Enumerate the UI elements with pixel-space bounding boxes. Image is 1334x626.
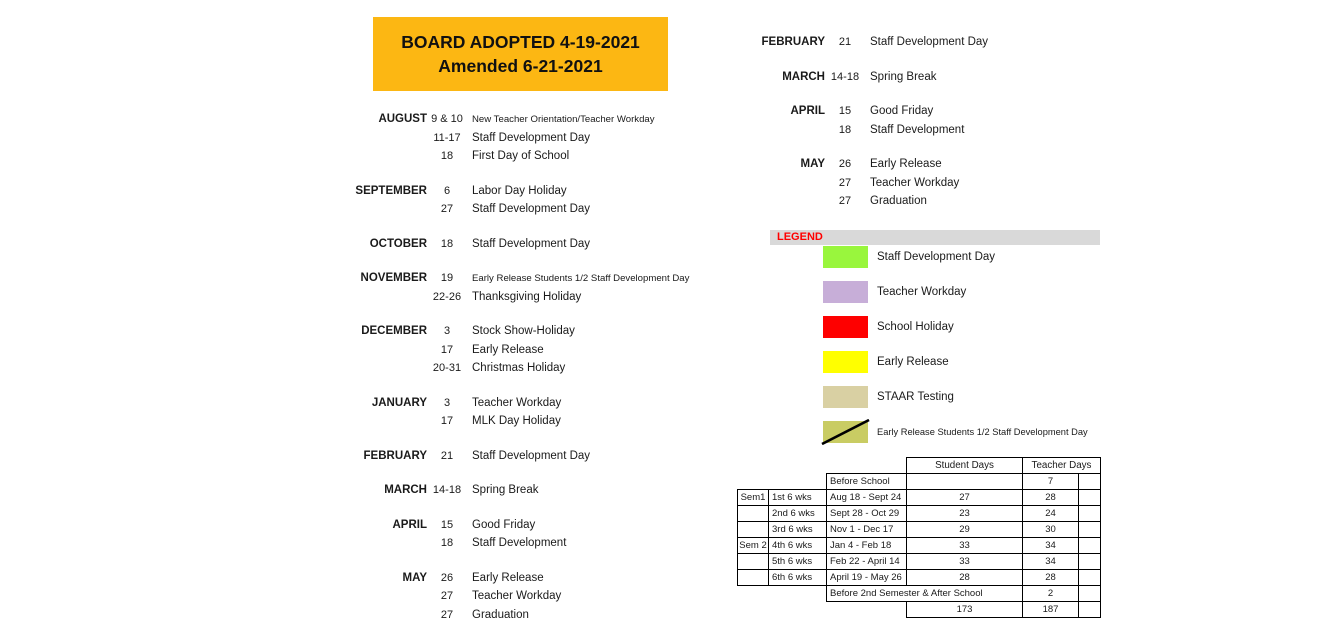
empty-cell bbox=[1079, 490, 1101, 506]
month-label: FEBRUARY bbox=[761, 36, 825, 49]
teacher-days-cell: 34 bbox=[1023, 554, 1079, 570]
range-cell: Aug 18 - Sept 24 bbox=[827, 490, 907, 506]
event-label: Early Release bbox=[472, 571, 544, 584]
teacher-days-cell: 24 bbox=[1023, 506, 1079, 522]
student-days-header: Student Days bbox=[907, 458, 1023, 474]
event-row bbox=[598, 102, 1118, 121]
event-date: 15 bbox=[838, 105, 852, 118]
event-row bbox=[200, 359, 720, 378]
banner-line2: Amended 6-21-2021 bbox=[438, 56, 603, 76]
event-date: 11-17 bbox=[433, 131, 461, 144]
legend-item bbox=[823, 281, 966, 303]
event-date: 17 bbox=[440, 415, 454, 428]
diagonal-early-release-swatch bbox=[823, 421, 868, 443]
event-row bbox=[598, 33, 1118, 52]
color-swatch bbox=[823, 281, 868, 303]
event-date: 26 bbox=[440, 571, 454, 584]
event-row bbox=[200, 235, 720, 254]
empty-cell bbox=[1079, 602, 1101, 618]
event-label: Graduation bbox=[472, 608, 529, 621]
spacer-cell bbox=[738, 586, 827, 602]
table-row bbox=[738, 522, 1101, 538]
table-row bbox=[738, 538, 1101, 554]
event-row bbox=[200, 288, 720, 307]
empty-cell bbox=[1079, 554, 1101, 570]
spacer-cell bbox=[738, 474, 827, 490]
event-date: 19 bbox=[440, 272, 454, 285]
month-label: NOVEMBER bbox=[360, 272, 427, 285]
legend-item-label: Early Release bbox=[877, 356, 949, 368]
event-date: 18 bbox=[440, 537, 454, 550]
empty-cell bbox=[1079, 506, 1101, 522]
legend-item bbox=[823, 351, 949, 373]
month-label: MARCH bbox=[384, 484, 427, 497]
period-cell: 3rd 6 wks bbox=[769, 522, 827, 538]
teacher-days-cell: 2 bbox=[1023, 586, 1079, 602]
month-block bbox=[200, 269, 720, 306]
event-date: 18 bbox=[440, 237, 454, 250]
event-date: 20-31 bbox=[432, 362, 462, 375]
range-cell: Sept 28 - Oct 29 bbox=[827, 506, 907, 522]
event-label: Staff Development Day bbox=[472, 131, 591, 144]
calendar-column-right bbox=[598, 33, 1118, 227]
table-row bbox=[738, 570, 1101, 586]
month-block bbox=[598, 155, 1118, 211]
color-swatch bbox=[823, 351, 868, 373]
event-row bbox=[598, 68, 1118, 87]
event-label: Staff Development Day bbox=[472, 203, 591, 216]
student-days-cell: 28 bbox=[907, 570, 1023, 586]
legend-item bbox=[823, 316, 954, 338]
color-swatch bbox=[823, 246, 868, 268]
range-cell: Before 2nd Semester & After School bbox=[827, 586, 1023, 602]
legend bbox=[770, 230, 1100, 450]
spacer-cell bbox=[738, 458, 907, 474]
event-label: Staff Development Day bbox=[472, 449, 591, 462]
banner-line1: BOARD ADOPTED 4-19-2021 bbox=[401, 32, 640, 52]
month-block bbox=[200, 516, 720, 553]
event-row bbox=[200, 569, 720, 588]
event-row bbox=[200, 534, 720, 553]
event-date: 27 bbox=[838, 195, 852, 208]
legend-item-label: School Holiday bbox=[877, 321, 954, 333]
range-cell: Before School bbox=[827, 474, 907, 490]
teacher-days-cell: 30 bbox=[1023, 522, 1079, 538]
teacher-days-total-cell: 187 bbox=[1023, 602, 1079, 618]
event-label: Staff Development bbox=[472, 537, 567, 550]
diagonal-line-icon bbox=[821, 419, 870, 445]
event-label: Teacher Workday bbox=[870, 176, 960, 189]
event-date: 3 bbox=[443, 396, 451, 409]
event-date: 27 bbox=[440, 203, 454, 216]
student-days-cell bbox=[907, 474, 1023, 490]
month-label: OCTOBER bbox=[369, 237, 427, 250]
event-label: Early Release bbox=[472, 343, 544, 356]
semester-cell bbox=[738, 506, 769, 522]
legend-item bbox=[823, 246, 995, 268]
event-row bbox=[200, 341, 720, 360]
event-label: Stock Show-Holiday bbox=[472, 325, 575, 338]
legend-item-label: Staff Development Day bbox=[877, 251, 996, 263]
month-block bbox=[598, 102, 1118, 139]
month-block bbox=[598, 68, 1118, 87]
color-swatch bbox=[823, 386, 868, 408]
legend-item bbox=[823, 386, 954, 408]
teacher-days-header: Teacher Days bbox=[1023, 458, 1101, 474]
event-date: 6 bbox=[443, 184, 451, 197]
event-date: 26 bbox=[838, 158, 852, 171]
event-label: Teacher Workday bbox=[472, 396, 562, 409]
table-row bbox=[738, 602, 1101, 618]
event-row bbox=[598, 192, 1118, 211]
month-block bbox=[200, 447, 720, 466]
table-row bbox=[738, 506, 1101, 522]
event-date: 27 bbox=[440, 608, 454, 621]
month-label: JANUARY bbox=[371, 396, 427, 409]
event-row bbox=[598, 174, 1118, 193]
empty-cell bbox=[1079, 570, 1101, 586]
month-block bbox=[200, 569, 720, 625]
legend-item-label: Teacher Workday bbox=[877, 286, 967, 298]
event-row bbox=[200, 516, 720, 535]
empty-cell bbox=[1079, 586, 1101, 602]
student-days-cell: 29 bbox=[907, 522, 1023, 538]
semester-cell bbox=[738, 554, 769, 570]
event-date: 27 bbox=[838, 176, 852, 189]
month-label: FEBRUARY bbox=[363, 449, 427, 462]
event-label: Staff Development Day bbox=[472, 237, 591, 250]
spacer-cell bbox=[738, 602, 907, 618]
legend-item-label: STAAR Testing bbox=[877, 391, 954, 403]
period-cell: 5th 6 wks bbox=[769, 554, 827, 570]
empty-cell bbox=[1079, 474, 1101, 490]
period-cell: 2nd 6 wks bbox=[769, 506, 827, 522]
month-label: AUGUST bbox=[378, 113, 427, 126]
event-date: 27 bbox=[440, 590, 454, 603]
event-row bbox=[200, 481, 720, 500]
color-swatch bbox=[823, 316, 868, 338]
event-label: First Day of School bbox=[472, 150, 570, 163]
month-label: MAY bbox=[800, 158, 825, 171]
table-row bbox=[738, 490, 1101, 506]
month-label: DECEMBER bbox=[361, 325, 427, 338]
student-days-total-cell: 173 bbox=[907, 602, 1023, 618]
days-summary-table bbox=[737, 457, 1101, 618]
legend-item-label: Early Release Students 1/2 Staff Development Day bbox=[877, 427, 1088, 437]
event-label: Teacher Workday bbox=[472, 590, 562, 603]
event-date: 21 bbox=[838, 36, 852, 49]
student-days-cell: 23 bbox=[907, 506, 1023, 522]
event-date: 18 bbox=[440, 150, 454, 163]
range-cell: April 19 - May 26 bbox=[827, 570, 907, 586]
event-date: 14-18 bbox=[432, 484, 462, 497]
month-block bbox=[200, 235, 720, 254]
month-label: SEPTEMBER bbox=[355, 184, 427, 197]
teacher-days-cell: 7 bbox=[1023, 474, 1079, 490]
table-row bbox=[738, 474, 1101, 490]
event-row bbox=[200, 269, 720, 288]
event-row bbox=[200, 606, 720, 625]
event-label: Early Release Students 1/2 Staff Development Day bbox=[472, 272, 690, 284]
month-label: MARCH bbox=[782, 70, 825, 83]
event-date: 15 bbox=[440, 518, 454, 531]
event-label: MLK Day Holiday bbox=[472, 415, 561, 428]
event-date: 9 & 10 bbox=[431, 113, 463, 126]
month-block bbox=[200, 394, 720, 431]
event-date: 22-26 bbox=[432, 290, 462, 303]
table-row bbox=[738, 554, 1101, 570]
event-label: Early Release bbox=[870, 158, 942, 171]
legend-item bbox=[823, 421, 1088, 443]
event-label: Graduation bbox=[870, 195, 927, 208]
range-cell: Jan 4 - Feb 18 bbox=[827, 538, 907, 554]
teacher-days-cell: 28 bbox=[1023, 490, 1079, 506]
semester-cell bbox=[738, 522, 769, 538]
month-label: APRIL bbox=[392, 518, 427, 531]
month-label: MAY bbox=[402, 571, 427, 584]
event-row bbox=[200, 587, 720, 606]
event-date: 21 bbox=[440, 449, 454, 462]
event-date: 3 bbox=[443, 325, 451, 338]
event-label: New Teacher Orientation/Teacher Workday bbox=[472, 113, 655, 125]
event-label: Spring Break bbox=[472, 484, 539, 497]
event-row bbox=[200, 447, 720, 466]
event-row bbox=[598, 121, 1118, 140]
range-cell: Nov 1 - Dec 17 bbox=[827, 522, 907, 538]
event-date: 14-18 bbox=[830, 70, 860, 83]
month-block bbox=[200, 481, 720, 500]
event-date: 18 bbox=[838, 123, 852, 136]
event-label: Thanksgiving Holiday bbox=[472, 290, 582, 303]
student-days-cell: 33 bbox=[907, 538, 1023, 554]
teacher-days-cell: 28 bbox=[1023, 570, 1079, 586]
event-label: Labor Day Holiday bbox=[472, 184, 567, 197]
event-label: Good Friday bbox=[472, 518, 536, 531]
event-row bbox=[598, 155, 1118, 174]
event-date: 17 bbox=[440, 343, 454, 356]
legend-header-bar bbox=[770, 230, 1100, 245]
range-cell: Feb 22 - April 14 bbox=[827, 554, 907, 570]
event-row bbox=[200, 394, 720, 413]
month-block bbox=[200, 322, 720, 378]
event-label: Staff Development bbox=[870, 123, 965, 136]
legend-title: LEGEND bbox=[777, 231, 823, 243]
month-block bbox=[598, 33, 1118, 52]
event-row bbox=[200, 322, 720, 341]
student-days-cell: 27 bbox=[907, 490, 1023, 506]
month-label: APRIL bbox=[790, 105, 825, 118]
event-row bbox=[200, 412, 720, 431]
period-cell: 1st 6 wks bbox=[769, 490, 827, 506]
period-cell: 4th 6 wks bbox=[769, 538, 827, 554]
semester-cell: Sem 2 bbox=[738, 538, 769, 554]
empty-cell bbox=[1079, 522, 1101, 538]
teacher-days-cell: 34 bbox=[1023, 538, 1079, 554]
table-row bbox=[738, 586, 1101, 602]
event-label: Christmas Holiday bbox=[472, 362, 566, 375]
semester-cell bbox=[738, 570, 769, 586]
table-header-row bbox=[738, 458, 1101, 474]
period-cell: 6th 6 wks bbox=[769, 570, 827, 586]
event-label: Good Friday bbox=[870, 105, 934, 118]
semester-cell: Sem1 bbox=[738, 490, 769, 506]
empty-cell bbox=[1079, 538, 1101, 554]
event-label: Spring Break bbox=[870, 70, 937, 83]
event-label: Staff Development Day bbox=[870, 36, 989, 49]
student-days-cell: 33 bbox=[907, 554, 1023, 570]
